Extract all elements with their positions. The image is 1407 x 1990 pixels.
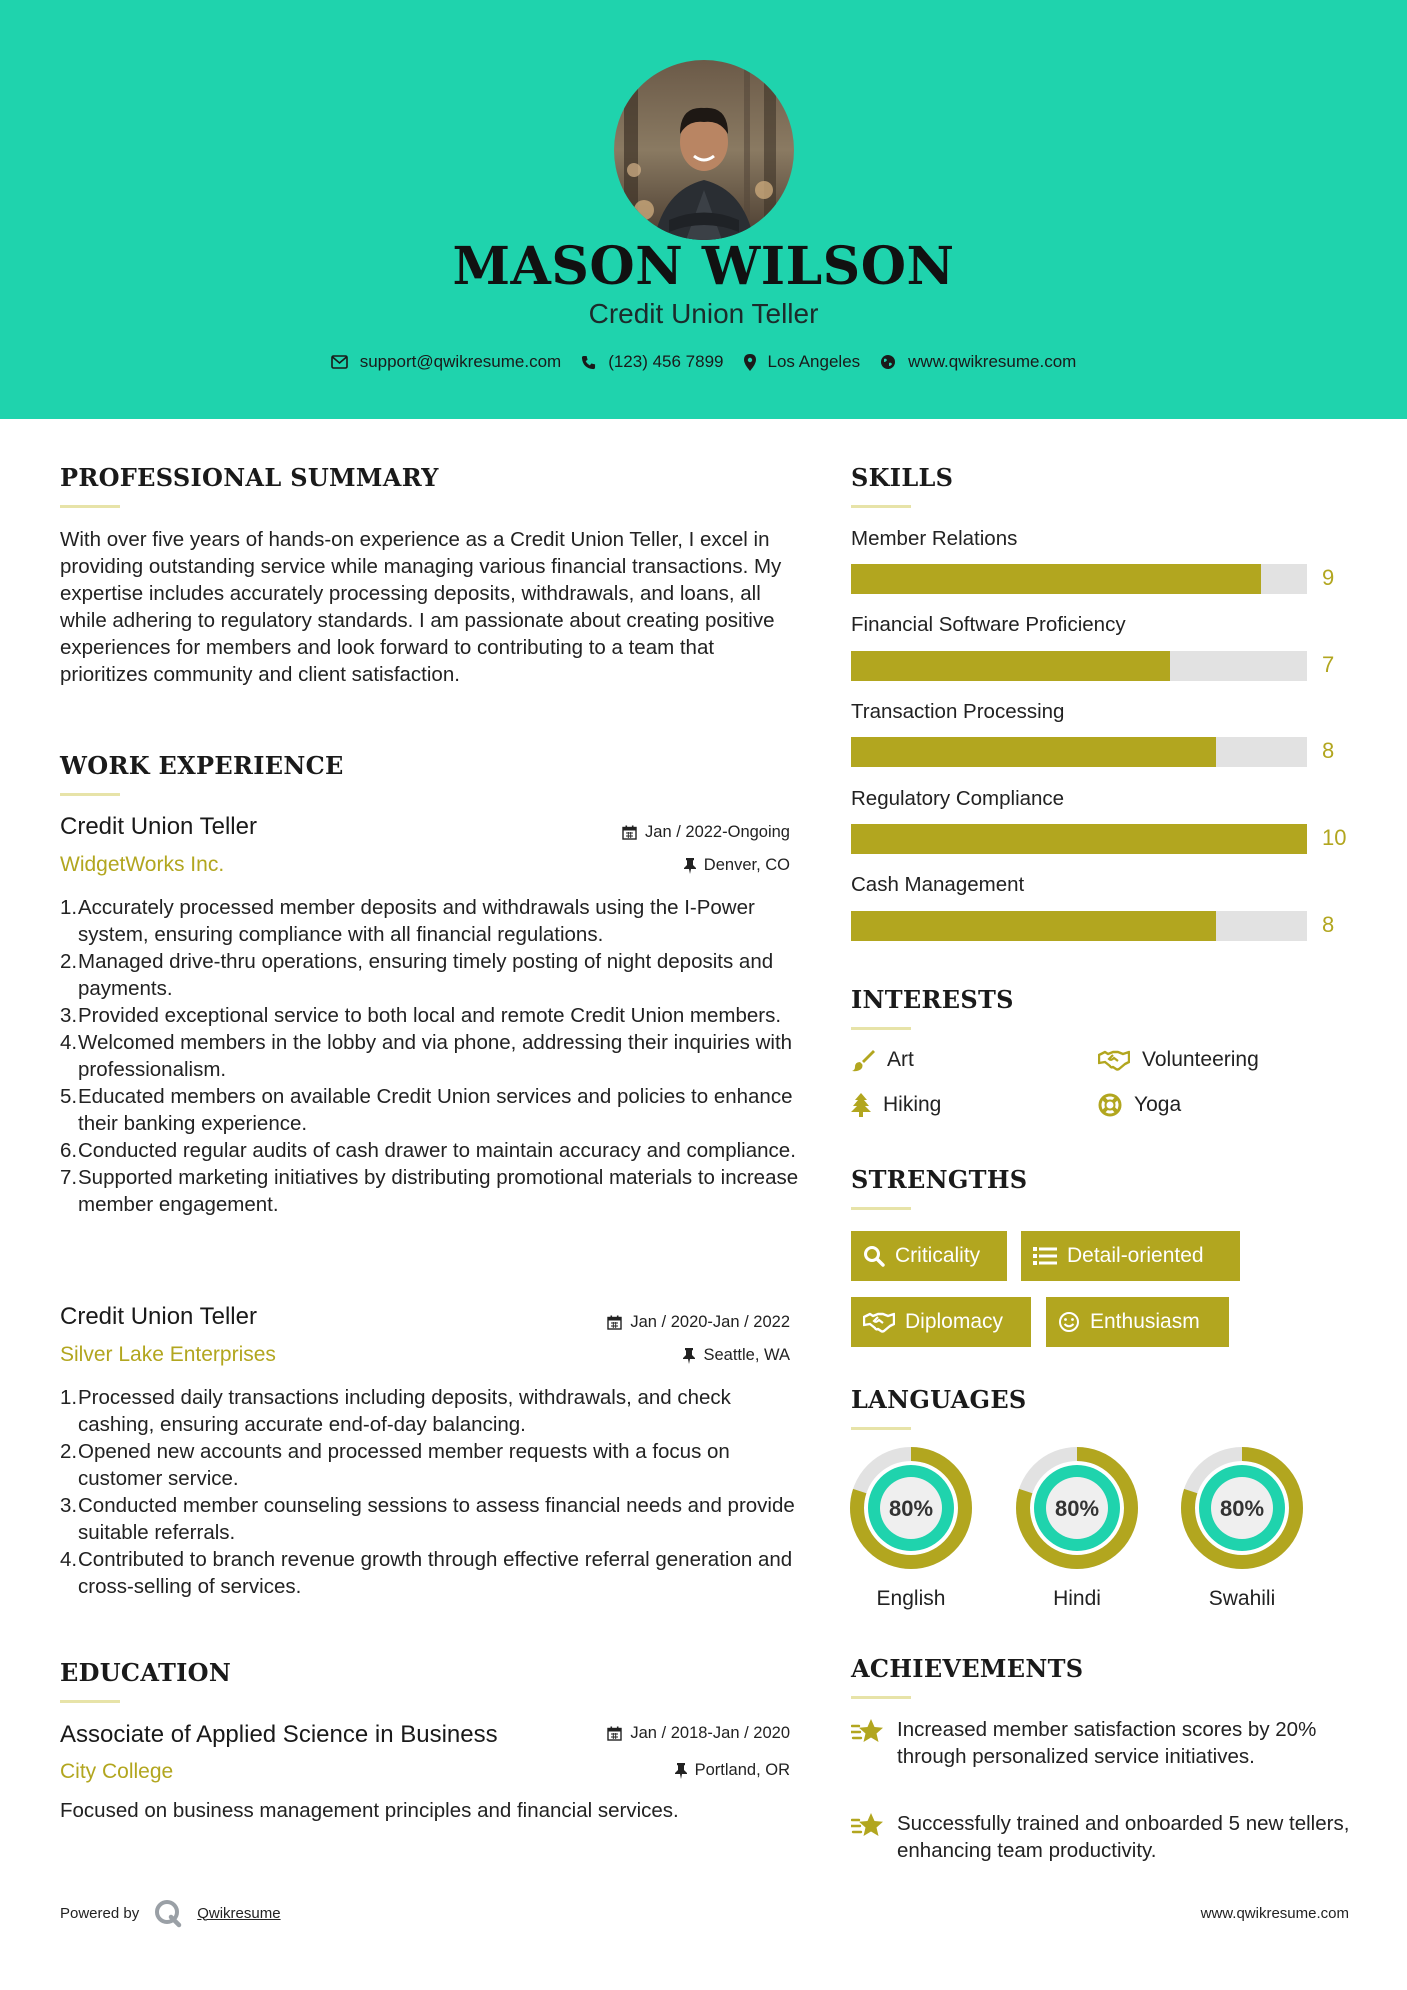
language-ring: [850, 1447, 972, 1569]
languages-heading: LANGUAGES: [851, 1385, 1027, 1414]
language-ring: [1016, 1447, 1138, 1569]
footer-website[interactable]: www.qwikresume.com: [1200, 1905, 1349, 1922]
strength-label: Diplomacy: [905, 1310, 1004, 1333]
education-heading: EDUCATION: [60, 1658, 232, 1687]
phone-icon: [581, 355, 596, 370]
achievements-heading: ACHIEVEMENTS: [851, 1654, 1084, 1683]
experience-underline: [60, 793, 120, 796]
achievement-text: Increased member satisfaction scores by 20% through personalized service initiatives.: [897, 1718, 1317, 1768]
contact-location: [744, 352, 861, 372]
star-icon: [851, 1812, 885, 1840]
skills-underline: [851, 505, 911, 508]
interests-underline: [851, 1027, 911, 1030]
strength-chip: [1046, 1297, 1229, 1347]
list-item: 1. Processed daily transactions including deposits, withdrawals, and check cashing, ensuring accurate end-of-day balancing.: [60, 1386, 731, 1436]
contact-bar: [0, 352, 1407, 372]
job-role: Credit Union Teller: [60, 1303, 257, 1330]
strength-label: Detail-oriented: [1067, 1244, 1204, 1267]
achievements-underline: [851, 1696, 911, 1699]
interest-label: Yoga: [1134, 1093, 1182, 1116]
skill-bar-fill: [851, 911, 1216, 941]
strength-label: Criticality: [895, 1244, 981, 1267]
skill-bar-fill: [851, 651, 1170, 681]
language-ring: [1181, 1447, 1303, 1569]
strengths-underline: [851, 1207, 911, 1210]
star-icon: [851, 1718, 885, 1746]
job-company: WidgetWorks Inc.: [60, 853, 225, 876]
contact-email[interactable]: [331, 352, 562, 372]
list-item: 1. Accurately processed member deposits and withdrawals using the I-Power system, ensuring compliance with all financial regulations.: [60, 896, 755, 946]
skill-bar: [851, 564, 1307, 594]
job-location-text: Denver, CO: [703, 856, 790, 874]
pushpin-icon: [683, 1348, 695, 1364]
life-ring-icon: [1098, 1093, 1122, 1117]
job-duties: [60, 894, 800, 1218]
achievement-text: Successfully trained and onboarded 5 new tellers, enhancing team productivity.: [897, 1812, 1350, 1862]
profile-photo: [614, 60, 794, 240]
language-percent: 80%: [888, 1496, 934, 1521]
handshake-icon: [863, 1311, 895, 1333]
language-name: English: [876, 1587, 946, 1610]
skill-bar-fill: [851, 564, 1261, 594]
summary-text: With over five years of hands-on experience as a Credit Union Teller, I excel in providing outstanding service while managing various financial transactions. My expertise includes accurately processing deposits, withdrawals, and loans, all while adhering to regulatory standards. I am passionate about creating positive experiences for members and look forward to contributing to a team that prioritizes community and client satisfaction.: [60, 528, 782, 686]
language-percent: 80%: [1219, 1496, 1265, 1521]
job-dates-text: Jan / 2022-Ongoing: [645, 823, 790, 841]
search-icon: [863, 1245, 885, 1267]
candidate-title: Credit Union Teller: [588, 298, 819, 329]
language-name: Swahili: [1208, 1587, 1276, 1610]
summary-heading: PROFESSIONAL SUMMARY: [60, 463, 439, 492]
footer-powered: [60, 1898, 281, 1928]
skill-bar: [851, 651, 1307, 681]
skill-label: Transaction Processing: [851, 700, 1065, 723]
skill-bar: [851, 737, 1307, 767]
contact-website[interactable]: [880, 352, 1076, 372]
job-role: Credit Union Teller: [60, 813, 257, 840]
skill-value: 10: [1322, 825, 1347, 850]
education-dates-text: Jan / 2018-Jan / 2020: [630, 1724, 790, 1742]
education-description: Focused on business management principles and financial services.: [60, 1799, 679, 1822]
list-icon: [1033, 1246, 1057, 1266]
interests-heading: INTERESTS: [851, 985, 1014, 1014]
interest-yoga: [1098, 1093, 1181, 1117]
strength-label: Enthusiasm: [1090, 1310, 1200, 1333]
list-item: 5. Educated members on available Credit Union services and policies to enhance their banking experience.: [60, 1085, 793, 1135]
globe-icon: [880, 354, 896, 370]
contact-phone-text: (123) 456 7899: [608, 352, 724, 371]
skill-value: 7: [1322, 652, 1335, 677]
languages-underline: [851, 1427, 911, 1430]
skill-bar-fill: [851, 824, 1307, 854]
achievement-item: [851, 1716, 1361, 1770]
job-location: [684, 856, 790, 875]
language-name: Hindi: [1053, 1587, 1101, 1610]
interest-hiking: [851, 1093, 941, 1117]
strength-chip: [851, 1231, 1007, 1281]
list-item: 2. Managed drive-thru operations, ensuring timely posting of night deposits and payments.: [60, 950, 774, 1000]
header-banner: [0, 0, 1407, 419]
powered-by-text: Powered by: [60, 1904, 140, 1922]
pushpin-icon: [684, 858, 696, 874]
skill-label: Regulatory Compliance: [851, 787, 1065, 810]
job-dates-text: Jan / 2020-Jan / 2022: [630, 1313, 790, 1331]
map-marker-icon: [744, 354, 756, 371]
list-item: 4. Contributed to branch revenue growth through effective referral generation and cross-selling of services.: [60, 1548, 793, 1598]
envelope-icon: [331, 355, 348, 369]
tree-icon: [851, 1093, 871, 1117]
interest-label: Volunteering: [1142, 1048, 1259, 1071]
education-location: [675, 1761, 790, 1780]
interest-art: [851, 1048, 914, 1072]
contact-location-text: Los Angeles: [767, 352, 861, 371]
list-item: 4. Welcomed members in the lobby and via phone, addressing their inquiries with professionalism.: [60, 1031, 793, 1081]
list-item: 7. Supported marketing initiatives by distributing promotional materials to increase member engagement.: [60, 1166, 799, 1216]
skill-label: Financial Software Proficiency: [851, 613, 1126, 636]
language-hindi: [1016, 1447, 1138, 1610]
list-item: 6. Conducted regular audits of cash drawer to maintain accuracy and compliance.: [60, 1139, 796, 1162]
list-item: 2. Opened new accounts and processed member requests with a focus on customer service.: [60, 1440, 730, 1490]
skills-heading: SKILLS: [851, 463, 954, 492]
strength-chip: [851, 1297, 1031, 1347]
pushpin-icon: [675, 1763, 687, 1779]
handshake-icon: [1098, 1049, 1130, 1071]
interest-label: Art: [887, 1048, 914, 1071]
skill-value: 8: [1322, 738, 1335, 763]
skill-label: Cash Management: [851, 873, 1025, 896]
education-underline: [60, 1700, 120, 1703]
skill-value: 8: [1322, 912, 1335, 937]
interest-volunteering: [1098, 1048, 1259, 1072]
qwikresume-logo-icon: [153, 1898, 183, 1928]
smile-icon: [1058, 1311, 1080, 1333]
job-location: [683, 1346, 790, 1365]
job-duties: [60, 1384, 800, 1600]
contact-website-text: www.qwikresume.com: [908, 352, 1077, 371]
achievement-item: [851, 1810, 1361, 1864]
education-location-text: Portland, OR: [694, 1761, 790, 1779]
skill-bar: [851, 911, 1307, 941]
skill-bar-fill: [851, 737, 1216, 767]
job-dates: [607, 1313, 790, 1332]
contact-email-text: support@qwikresume.com: [359, 352, 562, 371]
education-school: City College: [60, 1760, 174, 1783]
candidate-name: MASON WILSON: [452, 236, 955, 297]
calendar-icon: [607, 1726, 622, 1741]
job-company: Silver Lake Enterprises: [60, 1343, 276, 1366]
summary-underline: [60, 505, 120, 508]
list-item: 3. Conducted member counseling sessions to assess financial needs and provide suitable referrals.: [60, 1494, 795, 1544]
skill-label: Member Relations: [851, 527, 1018, 550]
strength-chip: [1021, 1231, 1240, 1281]
interest-label: Hiking: [883, 1093, 942, 1116]
strengths-heading: STRENGTHS: [851, 1165, 1028, 1194]
job-location-text: Seattle, WA: [703, 1346, 790, 1364]
paintbrush-icon: [851, 1048, 875, 1072]
calendar-icon: [622, 825, 637, 840]
education-degree: Associate of Applied Science in Business: [60, 1721, 498, 1748]
skill-value: 9: [1322, 565, 1335, 590]
experience-heading: WORK EXPERIENCE: [60, 751, 344, 780]
contact-phone[interactable]: [581, 352, 723, 372]
language-english: [850, 1447, 972, 1610]
calendar-icon: [607, 1315, 622, 1330]
list-item: 3. Provided exceptional service to both local and remote Credit Union members.: [60, 1004, 782, 1027]
qwikresume-link[interactable]: Qwikresume: [197, 1904, 281, 1922]
skill-bar: [851, 824, 1307, 854]
education-dates: [607, 1724, 790, 1743]
language-swahili: [1181, 1447, 1303, 1610]
language-percent: 80%: [1054, 1496, 1100, 1521]
job-dates: [622, 823, 790, 842]
